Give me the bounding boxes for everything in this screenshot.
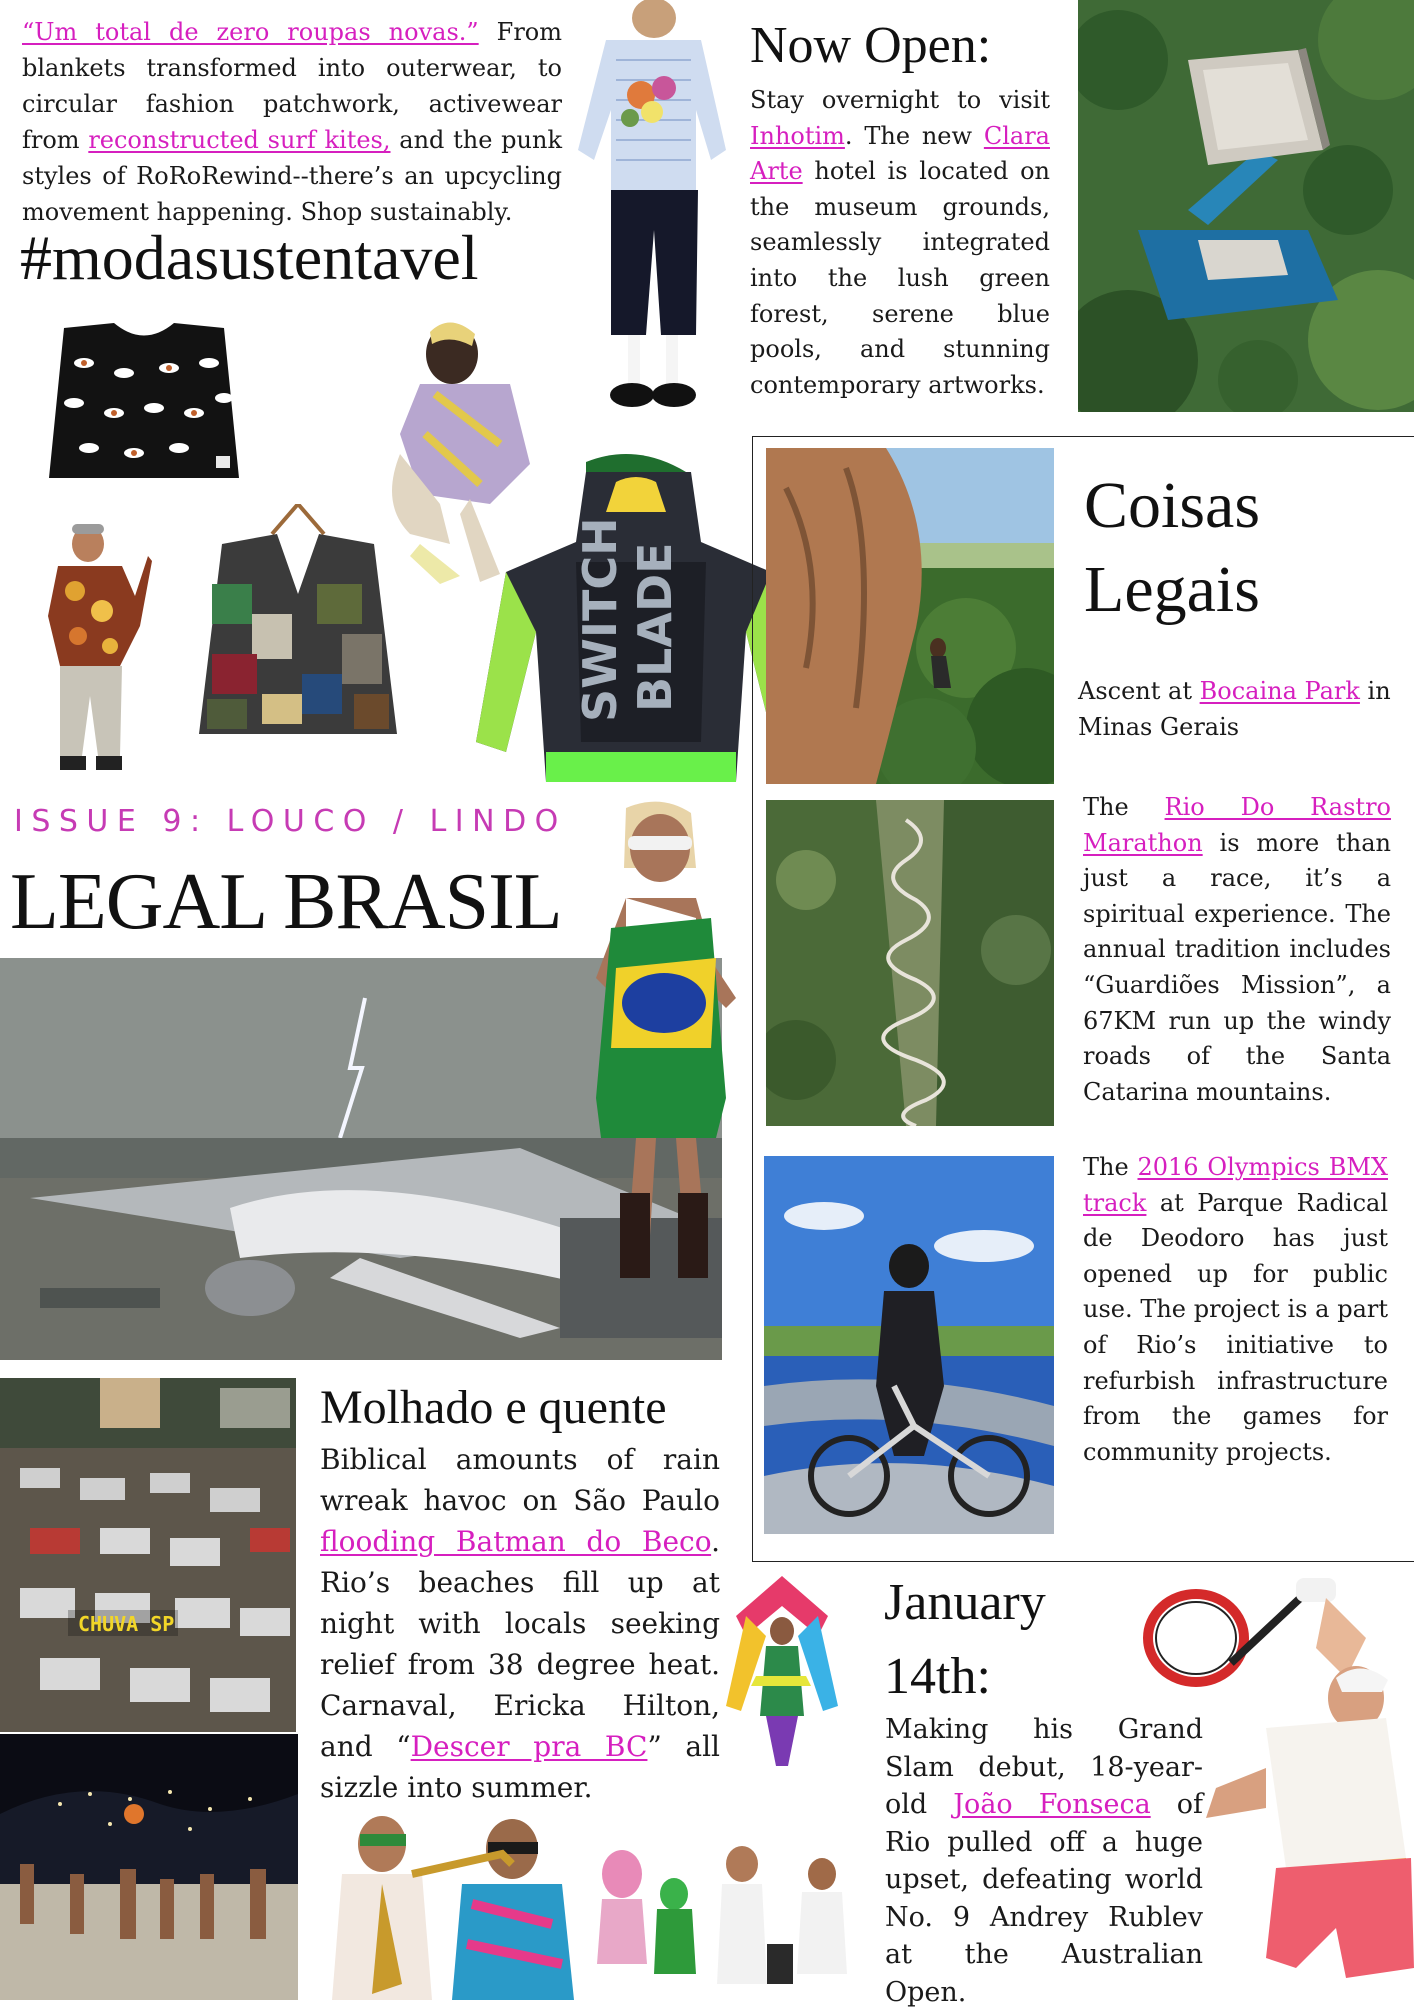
bocaina-text-1: Ascent at [1078, 677, 1200, 705]
sao-paulo-flood-photo [0, 1378, 296, 1732]
rio-do-rastro-paragraph [1083, 790, 1391, 1110]
coisas-legais-heading [1084, 464, 1260, 632]
surf-kites-link[interactable]: reconstructed surf kites, [88, 126, 391, 154]
rastro-text-2: is more than just a race, it’s a spiritual experience. The annual tradition includes “Guardiões Mission”, a 67KM run up the windy roads of the Santa Catarina mountains. [1083, 828, 1391, 1106]
now-open-paragraph [750, 83, 1050, 403]
now-open-text-2: . The new [844, 121, 984, 150]
shirt-model-photo [566, 0, 736, 432]
batman-do-beco-link[interactable]: flooding Batman do Beco [320, 1525, 712, 1558]
molhado-text-2: . Rio’s beaches fill up at night with locals seeking relief from 38 degree heat. Carnaval, Ericka Hilton, and “ [320, 1525, 720, 1763]
inhotim-aerial-photo [1078, 0, 1414, 412]
bmx-paragraph [1083, 1150, 1388, 1470]
rio-do-rastro-link[interactable]: Rio Do Rastro Marathon [1083, 793, 1391, 857]
bmx-text-2: at Parque Radical de Deodoro has just opened up for public use. The project is a part of Rio’s initiative to refurbish infrastructure from the games for community projects. [1083, 1188, 1388, 1466]
rio-do-rastro-photo [766, 800, 1054, 1126]
photo-label: ROR [522, 477, 556, 493]
intro-text: From blankets transformed into outerwear, to circular fashion patchwork, activewear from [22, 18, 563, 154]
molhado-paragraph [320, 1439, 720, 1808]
coisas-heading-line-1: Coisas [1084, 469, 1261, 542]
coisas-heading-line-2: Legais [1084, 553, 1260, 626]
bmx-track-photo [764, 1156, 1054, 1534]
bocaina-text-2: in Minas Gerais [1078, 677, 1391, 741]
now-open-text-3: hotel is located on the museum grounds, seamlessly integrated into the lush green forest, serene blue pools, and stunning contemporary artworks. [750, 157, 1050, 399]
bmx-text-1: The [1083, 1153, 1138, 1181]
erika-hilton-photo [556, 798, 766, 1288]
floral-sweater-model-photo [40, 516, 154, 784]
january-heading-line-2: 14th: [884, 1648, 991, 1705]
january-text-1: Making his Grand Slam debut, 18-year-old [885, 1714, 1203, 1820]
bocaina-climb-photo [766, 448, 1054, 784]
january-text-2: of Rio pulled off a huge upset, defeating world No. 9 Andrey Rublev at the Australian Open. [885, 1789, 1203, 2008]
joao-fonseca-link[interactable]: João Fonseca [953, 1789, 1151, 1820]
patchwork-vest-photo [182, 504, 414, 784]
molhado-text-3: ” all sizzle into summer. [320, 1730, 720, 1804]
now-open-heading: Now Open: [750, 17, 992, 74]
january-heading [884, 1566, 1046, 1714]
inhotim-link[interactable]: Inhotim [750, 121, 845, 150]
january-heading-line-1: January [884, 1574, 1046, 1631]
svg-text:BLADE: BLADE [628, 542, 682, 712]
flood-caption: CHUVA SP [78, 1612, 175, 1636]
rastro-text-1: The [1083, 793, 1165, 821]
issue-label: ISSUE 9: LOUCO / LINDO [14, 804, 567, 839]
intro-paragraph [22, 14, 562, 230]
hashtag-heading: #modasustentavel [20, 222, 479, 293]
molhado-heading: Molhado e quente [320, 1381, 667, 1434]
now-open-text-1: Stay overnight to visit [750, 86, 1050, 114]
bocaina-park-link[interactable]: Bocaina Park [1199, 677, 1360, 705]
carnaval-dancer-photo [726, 1576, 838, 1772]
intro-quote-link[interactable]: “Um total de zero roupas novas.” [22, 18, 479, 46]
clara-arte-link[interactable]: Clara Arte [750, 121, 1050, 186]
joao-fonseca-photo [1136, 1568, 1414, 2000]
molhado-text-1: Biblical amounts of rain wreak havoc on São Paulo [320, 1443, 720, 1517]
eye-vest-photo [44, 318, 244, 494]
olympics-bmx-link[interactable]: 2016 Olympics BMX track [1083, 1153, 1388, 1217]
descer-pra-bc-performers-photo [312, 1804, 870, 2000]
descer-pra-bc-link[interactable]: Descer pra BC [410, 1730, 648, 1763]
night-beach-photo [0, 1734, 298, 2000]
svg-text:SWITCH: SWITCH [573, 517, 627, 722]
bocaina-caption [1078, 674, 1398, 745]
intro-text-2: and the punk styles of RoRoRewind--there’s an upcycling movement happening. Shop sustainably. [22, 126, 563, 226]
masthead-title: LEGAL BRASIL [10, 858, 562, 946]
